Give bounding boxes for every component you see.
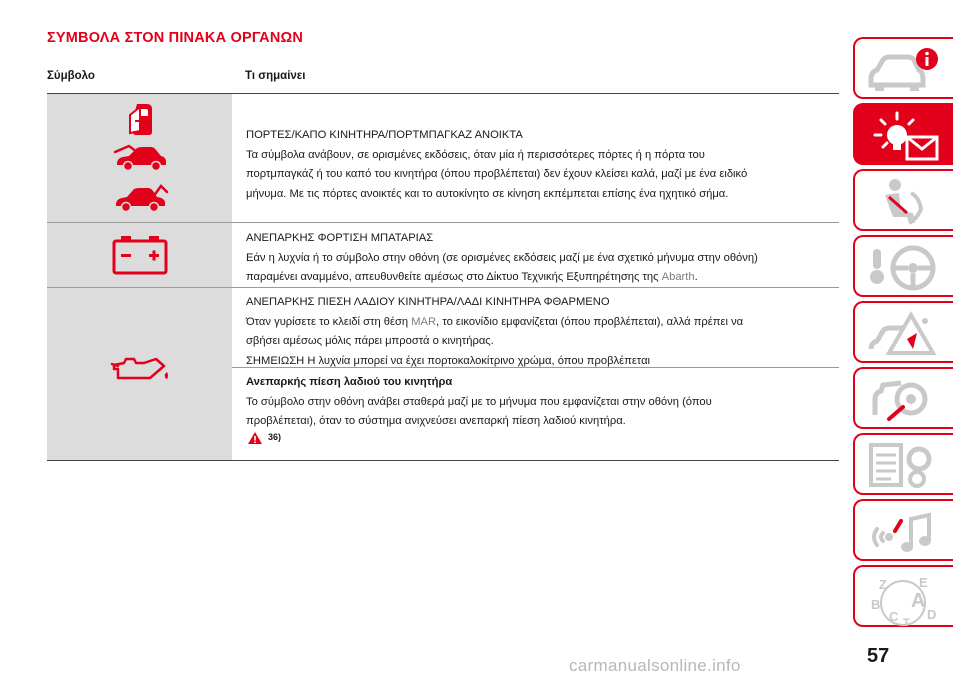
emergency-icon	[867, 309, 939, 359]
sidebar-tab-car-info[interactable]	[853, 37, 953, 99]
index-letter: D	[927, 607, 937, 622]
row-doors-line: πορτμπαγκάζ ή του καπό του κινητήρα (όπου προβλέπεται) δεν έχουν κλείσει καλά, μαζί με ένα ειδικό	[246, 168, 748, 180]
sidebar-tab-maintenance[interactable]	[853, 367, 953, 429]
safety-icon	[867, 177, 939, 227]
row-oil-sub-text	[246, 373, 836, 432]
watermark: carmanualsonline.info	[569, 656, 741, 675]
row-oil-sub-line: Το σύμβολο στην οθόνη ανάβει σταθερά μαζί με το μήνυμα που εμφανίζεται στην οθόνη (όπου	[246, 395, 712, 408]
subrow-divider	[232, 367, 839, 368]
column-header-meaning: Τι σημαίνει	[245, 70, 306, 82]
row-doors-text	[246, 126, 836, 204]
sidebar-tab-warning-lights[interactable]	[853, 103, 953, 165]
row-oil-text	[246, 293, 836, 371]
row-doors-line: μήνυμα. Με τις πόρτες ανοικτές και το αυτοκίνητο σε κίνηση εκπέμπεται επίσης ένα ηχητικό σήμα.	[246, 187, 729, 200]
row-oil-subtitle: Ανεπαρκής πίεση λαδιού του κινητήρα	[246, 376, 453, 388]
oil-can-icon	[108, 354, 172, 384]
index-letter: C	[889, 609, 899, 624]
sidebar-tab-technical-data[interactable]	[853, 433, 953, 495]
row-battery-title: ΑΝΕΠΑΡΚΗΣ ΦΟΡΤΙΣΗ ΜΠΑΤΑΡΙΑΣ	[246, 232, 434, 244]
row-battery-line: Εάν η λυχνία ή το σύμβολο στην οθόνη (σε ορισμένες εκδόσεις μαζί με ένα σχετικό μήνυμα στην οθόνη)	[246, 251, 758, 264]
key-position: MAR	[411, 315, 437, 328]
index-letter: A	[911, 590, 926, 612]
sidebar-tab-multimedia[interactable]	[853, 499, 953, 561]
sidebar-tab-emergency[interactable]	[853, 301, 953, 363]
row-oil-line: σβήσει αμέσως μόλις πάρει μπροστά ο κινητήρας.	[246, 335, 494, 347]
row-oil-title: ΑΝΕΠΑΡΚΗΣ ΠΙΕΣΗ ΛΑΔΙΟΥ ΚΙΝΗΤΗΡΑ/ΛΑΔΙ ΚΙΝΗΤΗΡΑ ΦΘΑΡΜΕΝΟ	[246, 296, 610, 308]
sidebar-tab-index[interactable]	[853, 565, 953, 627]
index-letter: Z	[879, 577, 887, 592]
warning-triangle-icon	[247, 431, 263, 445]
alphabet-index-icon	[867, 573, 943, 627]
section-title: ΣΥΜΒΟΛΑ ΣΤΟΝ ΠΙΝΑΚΑ ΟΡΓΑΝΩΝ	[47, 30, 303, 46]
index-letter: B	[871, 597, 881, 612]
row-oil-note: ΣΗΜΕΙΩΣΗ Η λυχνία μπορεί να έχει πορτοκαλοκίτρινο χρώμα, όπου προβλέπεται	[246, 354, 651, 367]
row-battery-line-text: παραμένει αναμμένο, απευθυνθείτε αμέσως στο Δίκτυο Τεχνικής Εξυπηρέτησης της	[246, 271, 662, 283]
symbol-cell-doors	[47, 94, 232, 222]
steering-wheel-icon	[867, 243, 939, 293]
row-oil-line-end: , το εικονίδιο εμφανίζεται (όπου προβλέπεται), αλλά πρέπει να	[436, 315, 744, 328]
trunk-open-icon	[113, 182, 169, 214]
sidebar-tab-safety[interactable]	[853, 169, 953, 231]
symbol-cell-oil	[47, 288, 232, 460]
technical-data-icon	[867, 441, 939, 491]
row-doors-title: ΠΟΡΤΕΣ/ΚΑΠΟ ΚΙΝΗΤΗΡΑ/ΠΟΡΤΜΠΑΓΚΑΖ ΑΝΟΙΚΤΑ	[246, 129, 523, 141]
battery-icon	[111, 234, 169, 276]
door-open-icon	[125, 101, 159, 137]
row-oil-line	[246, 313, 836, 333]
index-letter: E	[919, 575, 928, 590]
page-number: 57	[867, 645, 890, 667]
maintenance-icon	[867, 375, 939, 425]
brand-name: Abarth	[661, 271, 695, 283]
car-info-icon	[867, 45, 939, 95]
lamp-envelope-icon	[867, 111, 943, 163]
hood-open-icon	[113, 142, 169, 172]
row-battery-line	[246, 268, 836, 288]
column-header-symbol: Σύμβολο	[47, 70, 95, 82]
sidebar-tab-driving[interactable]	[853, 235, 953, 297]
row-battery-line-end: .	[694, 271, 698, 283]
index-letter: T	[903, 617, 910, 627]
row-oil-line-text: Όταν γυρίσετε το κλειδί στη θέση	[246, 315, 412, 328]
table-bottom-line	[47, 460, 839, 461]
row-oil-sub-line: προβλέπεται), όταν το σύστημα ανιχνεύσει ανεπαρκή πίεση λαδιού κινητήρα.	[246, 415, 626, 427]
row-battery-text	[246, 229, 836, 288]
warning-reference: 36)	[268, 432, 282, 442]
row-doors-line: Τα σύμβολα ανάβουν, σε ορισμένες εκδόσεις, όταν μία ή περισσότερες πόρτες ή η πόρτα του	[246, 148, 705, 161]
multimedia-icon	[867, 507, 939, 557]
symbol-cell-battery	[47, 223, 232, 287]
